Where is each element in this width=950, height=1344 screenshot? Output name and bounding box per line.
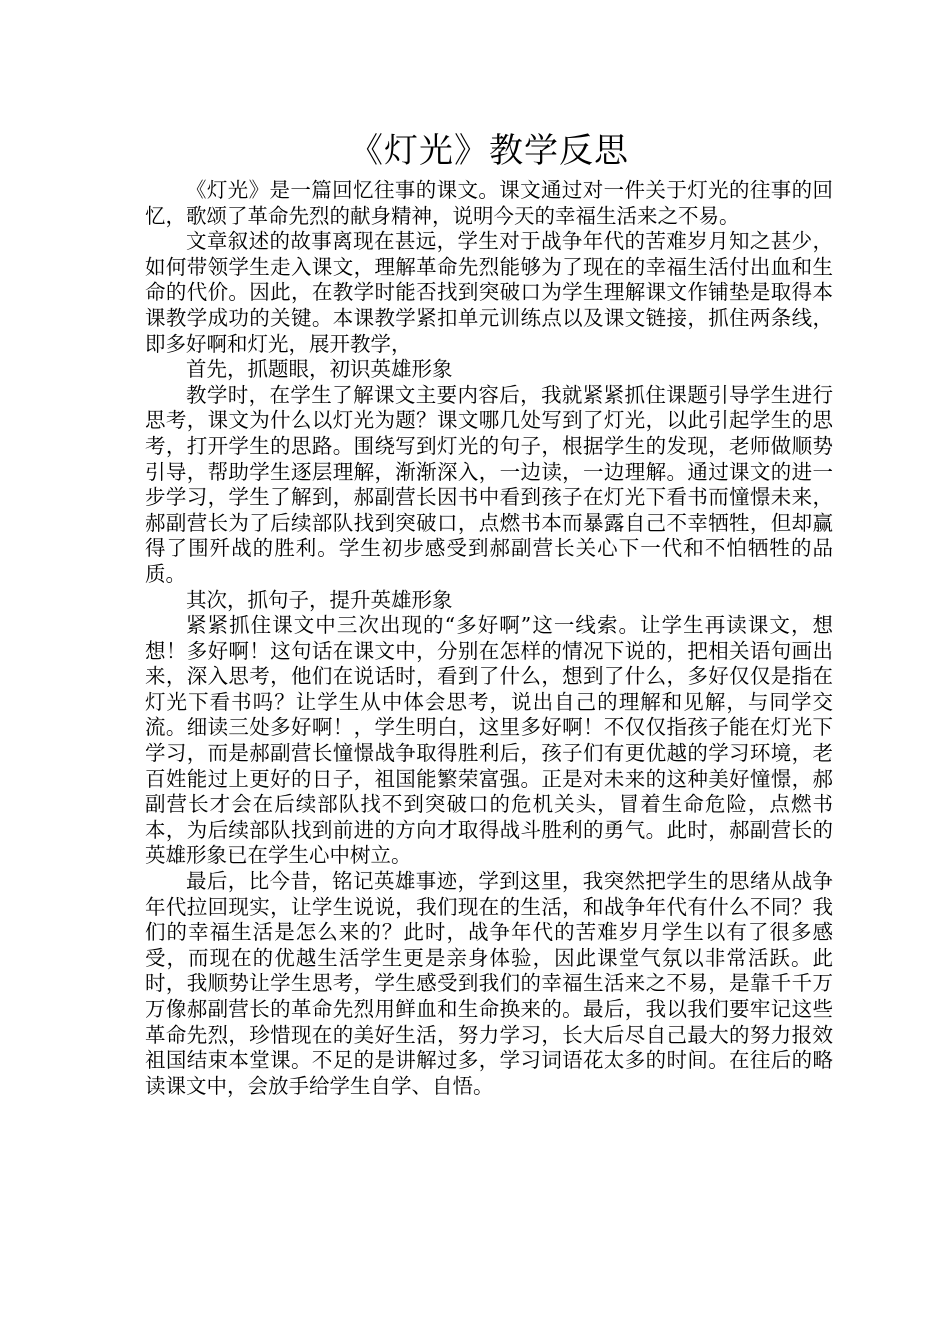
paragraph-last: 最后，比今昔，铭记英雄事迹，学到这里，我突然把学生的思绪从战争年代拉回现实，让学生说说，我们现在的生活，和战争年代有什么不同？我们的幸福生活是怎么来的？此时，战争年代的苦难岁月学生以有了很多感受，而现在的优越生活学生更是亲身体验，因此课堂气氛以非常活跃。此时，我顺势让学生思考，学生感受到我们的幸福生活来之不易，是靠千千万万像郝副营长的革命先烈用鲜血和生命换来的。最后，我以我们要牢记这些革命先烈，珍惜现在的美好生活，努力学习，长大后尽自己最大的努力报效祖国结束本堂课。不足的是讲解过多，学习词语花太多的时间。在往后的略读课文中，会放手给学生自学、自悟。 [145,869,833,1098]
paragraph-first: 教学时，在学生了解课文主要内容后，我就紧紧抓住课题引导学生进行思考，课文为什么以灯光为题？课文哪几处写到了灯光，以此引起学生的思考，打开学生的思路。围绕写到灯光的句子，根据学生的发现，老师做顺势引导，帮助学生逐层理解，渐渐深入，一边读，一边理解。通过课文的进一步学习，学生了解到，郝副营长因书中看到孩子在灯光下看书而憧憬未来，郝副营长为了后续部队找到突破口，点燃书本而暴露自己不幸牺牲，但却赢得了围歼战的胜利。学生初步感受到郝副营长关心下一代和不怕牺牲的品质。 [145,382,833,586]
paragraph-intro: 《灯光》是一篇回忆往事的课文。课文通过对一件关于灯光的往事的回忆，歌颂了革命先烈的献身精神，说明今天的幸福生活来之不易。 [145,178,833,228]
paragraph-second: 紧紧抓住课文中三次出现的“多好啊”这一线索。让学生再读课文，想想！多好啊！这句话在课文中，分别在怎样的情况下说的，把相关语句画出来，深入思考，他们在说话时，看到了什么，想到了什么，多好仅仅是指在灯光下看书吗？让学生从中体会思考，说出自己的理解和见解，与同学交流。细读三处多好啊！，学生明白，这里多好啊！不仅仅指孩子能在灯光下学习，而是郝副营长憧憬战争取得胜利后，孩子们有更优越的学习环境，老百姓能过上更好的日子，祖国能繁荣富强。正是对未来的这种美好憧憬，郝副营长才会在后续部队找不到突破口的危机关头，冒着生命危险，点燃书本，为后续部队找到前进的方向才取得战斗胜利的勇气。此时，郝副营长的英雄形象已在学生心中树立。 [145,613,833,868]
document-title: 《灯光》教学反思 [349,131,629,171]
heading-second: 其次，抓句子，提升英雄形象 [186,587,453,612]
paragraph-background: 文章叙述的故事离现在甚远，学生对于战争年代的苦难岁月知之甚少，如何带领学生走入课文，理解革命先烈能够为了现在的幸福生活付出血和生命的代价。因此，在教学时能否找到突破口为学生理解课文作铺垫是取得本课教学成功的关键。本课教学紧扣单元训练点以及课文链接，抓住两条线，即多好啊和灯光，展开教学， [145,229,833,356]
document-page [145,128,833,1099]
heading-first: 首先，抓题眼，初识英雄形象 [186,357,453,382]
